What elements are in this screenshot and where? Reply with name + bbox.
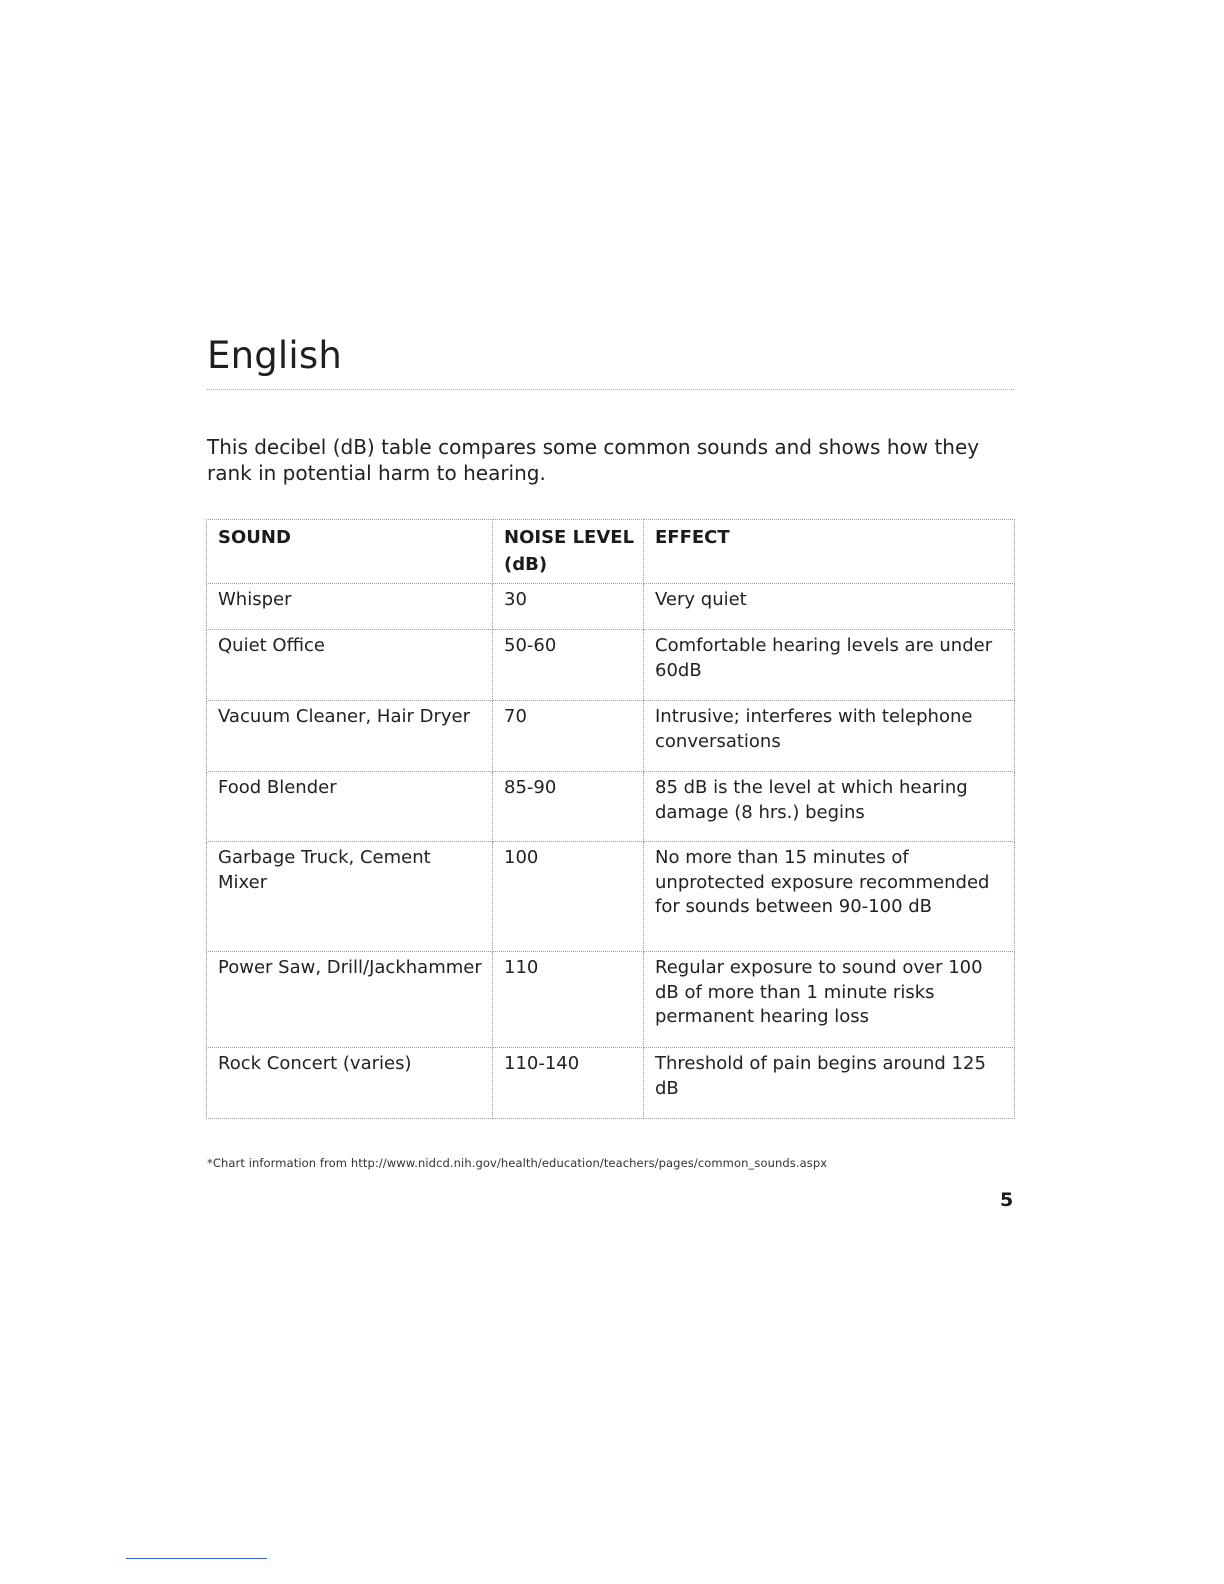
cell-noise-level: 110 [493, 952, 644, 1048]
cell-noise-level: 85-90 [493, 772, 644, 842]
cell-sound: Power Saw, Drill/Jackhammer [207, 952, 493, 1048]
page-number: 5 [1000, 1189, 1014, 1211]
table-row [207, 842, 1015, 952]
cell-noise-level: 100 [493, 842, 644, 952]
cell-noise-level: 50-60 [493, 630, 644, 701]
intro-paragraph: This decibel (dB) table compares some common sounds and shows how they rank in potential harm to hearing. [207, 435, 980, 485]
table-row [207, 1048, 1015, 1119]
table-row [207, 952, 1015, 1048]
cell-effect: 85 dB is the level at which hearing damage (8 hrs.) begins [644, 772, 1015, 842]
cell-effect: Intrusive; interferes with telephone conversations [644, 701, 1015, 772]
table-row [207, 701, 1015, 772]
cell-noise-level: 70 [493, 701, 644, 772]
cell-effect: Very quiet [644, 584, 1015, 630]
bottom-accent-line [126, 1558, 267, 1559]
source-footnote: *Chart information from http://www.nidcd.nih.gov/health/education/teachers/pages/common_sounds.aspx [207, 1156, 828, 1170]
cell-sound: Rock Concert (varies) [207, 1048, 493, 1119]
table-row [207, 584, 1015, 630]
table-header-row [207, 520, 1015, 584]
header-effect: EFFECT [644, 520, 1015, 584]
cell-sound: Food Blender [207, 772, 493, 842]
cell-sound: Vacuum Cleaner, Hair Dryer [207, 701, 493, 772]
cell-noise-level: 110-140 [493, 1048, 644, 1119]
cell-sound: Garbage Truck, Cement Mixer [207, 842, 493, 952]
decibel-table [206, 519, 1015, 1119]
header-noise-level: NOISE LEVEL (dB) [493, 520, 644, 584]
table-row [207, 630, 1015, 701]
title-divider [207, 389, 1014, 390]
cell-sound: Whisper [207, 584, 493, 630]
cell-effect: Comfortable hearing levels are under 60dB [644, 630, 1015, 701]
cell-effect: Regular exposure to sound over 100 dB of more than 1 minute risks permanent hearing loss [644, 952, 1015, 1048]
page-title: English [207, 334, 343, 377]
decibel-table-container [206, 519, 1014, 1119]
cell-sound: Quiet Office [207, 630, 493, 701]
cell-effect: Threshold of pain begins around 125 dB [644, 1048, 1015, 1119]
cell-effect: No more than 15 minutes of unprotected exposure recommended for sounds between 90-100 dB [644, 842, 1015, 952]
header-sound: SOUND [207, 520, 493, 584]
table-row [207, 772, 1015, 842]
cell-noise-level: 30 [493, 584, 644, 630]
